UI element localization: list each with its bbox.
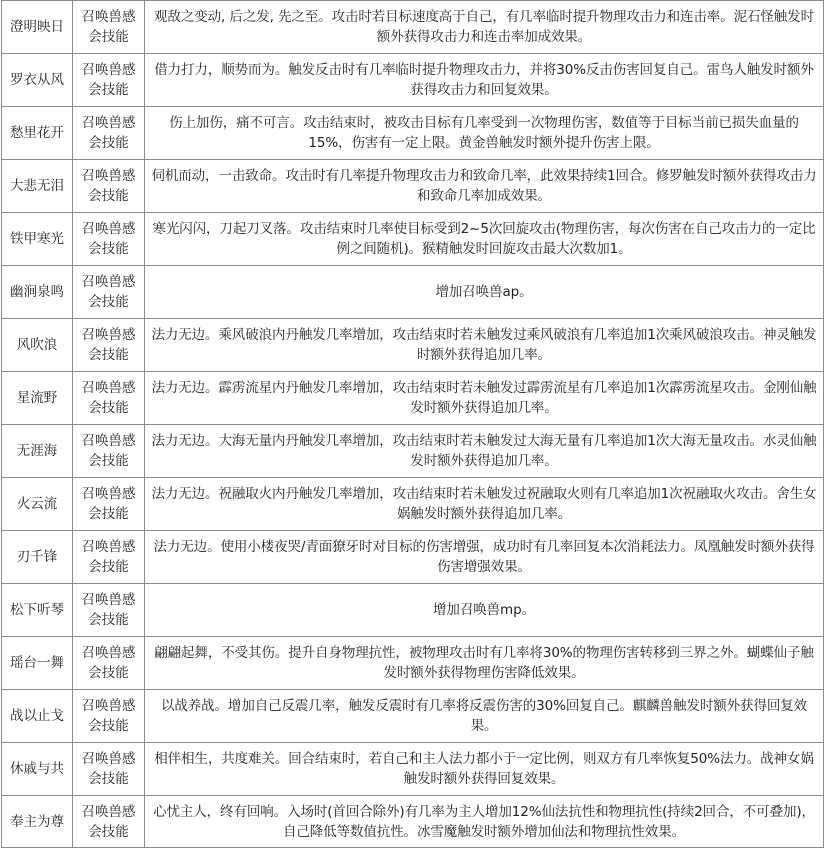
table-row <box>2 531 824 584</box>
skill-category: 召唤兽感会技能 <box>73 160 145 213</box>
table-row <box>2 425 824 478</box>
table-row <box>2 107 824 160</box>
skill-name: 休戚与共 <box>2 743 73 796</box>
skill-category: 召唤兽感会技能 <box>73 796 145 848</box>
skill-name: 愁里花开 <box>2 107 73 160</box>
skill-description: 伺机而动，一击致命。攻击时有几率提升物理攻击力和致命几率，此效果持续1回合。修罗触发时额外获得攻击力和致命几率加成效果。 <box>145 160 824 213</box>
skill-category: 召唤兽感会技能 <box>73 584 145 637</box>
skill-category: 召唤兽感会技能 <box>73 743 145 796</box>
table-row <box>2 478 824 531</box>
table-row <box>2 1 824 54</box>
skill-description: 增加召唤兽mp。 <box>145 584 824 637</box>
skill-category: 召唤兽感会技能 <box>73 54 145 107</box>
skill-category: 召唤兽感会技能 <box>73 107 145 160</box>
skill-description: 翩翩起舞，不受其伤。提升自身物理抗性，被物理攻击时有几率将30%的物理伤害转移到三界之外。蝴蝶仙子触发时额外获得物理伤害降低效果。 <box>145 637 824 690</box>
skill-description: 观敌之变动, 后之发, 先之至。攻击时若目标速度高于自己，有几率临时提升物理攻击力和连击率。泥石怪触发时额外获得攻击力和连击率加成效果。 <box>145 1 824 54</box>
skill-name: 风吹浪 <box>2 319 73 372</box>
skill-description: 借力打力，顺势而为。触发反击时有几率临时提升物理攻击力，并将30%反击伤害回复自己。雷鸟人触发时额外获得攻击力和回复效果。 <box>145 54 824 107</box>
skill-name: 澄明映日 <box>2 1 73 54</box>
skill-description: 法力无边。大海无量内丹触发几率增加，攻击结束时若未触发过大海无量有几率追加1次大海无量攻击。水灵仙触发时额外获得追加几率。 <box>145 425 824 478</box>
skill-category: 召唤兽感会技能 <box>73 213 145 266</box>
skill-description: 法力无边。使用小楼夜哭/青面獠牙时对目标的伤害增强，成功时有几率回复本次消耗法力。凤凰触发时额外获得伤害增强效果。 <box>145 531 824 584</box>
skill-name: 幽涧泉鸣 <box>2 266 73 319</box>
skill-name: 战以止戈 <box>2 690 73 743</box>
table-row <box>2 584 824 637</box>
table-row <box>2 796 824 848</box>
skill-name: 罗衣从风 <box>2 54 73 107</box>
skill-name: 松下听琴 <box>2 584 73 637</box>
skill-description: 心忧主人，终有回响。入场时(首回合除外)有几率为主人增加12%仙法抗性和物理抗性(持续2回合，不可叠加)，自己降低等数值抗性。冰雪魔触发时额外增加仙法和物理抗性效果。 <box>145 796 824 848</box>
skill-category: 召唤兽感会技能 <box>73 478 145 531</box>
table-row <box>2 213 824 266</box>
skill-category: 召唤兽感会技能 <box>73 637 145 690</box>
table-row <box>2 266 824 319</box>
skill-category: 召唤兽感会技能 <box>73 266 145 319</box>
skill-name: 瑶台一舞 <box>2 637 73 690</box>
skill-table <box>1 0 824 848</box>
table-row <box>2 372 824 425</box>
skill-name: 火云流 <box>2 478 73 531</box>
skill-description: 寒光闪闪，刀起刀叉落。攻击结束时几率使目标受到2~5次回旋攻击(物理伤害，每次伤害在自己攻击力的一定比例之间随机)。猴精触发时回旋攻击最大次数加1。 <box>145 213 824 266</box>
skill-category: 召唤兽感会技能 <box>73 372 145 425</box>
skill-description: 以战养战。增加自己反震几率，触发反震时有几率将反震伤害的30%回复自己。麒麟兽触发时额外获得回复效果。 <box>145 690 824 743</box>
skill-description: 法力无边。霹雳流星内丹触发几率增加，攻击结束时若未触发过霹雳流星有几率追加1次霹雳流星攻击。金刚仙触发时额外获得追加几率。 <box>145 372 824 425</box>
skill-description: 伤上加伤，痛不可言。攻击结束时，被攻击目标有几率受到一次物理伤害，数值等于目标当前已损失血量的15%，伤害有一定上限。黄金兽触发时额外提升伤害上限。 <box>145 107 824 160</box>
skill-category: 召唤兽感会技能 <box>73 1 145 54</box>
table-row <box>2 54 824 107</box>
skill-category: 召唤兽感会技能 <box>73 690 145 743</box>
skill-category: 召唤兽感会技能 <box>73 531 145 584</box>
skill-category: 召唤兽感会技能 <box>73 319 145 372</box>
skill-name: 大悲无泪 <box>2 160 73 213</box>
skill-table-body <box>2 1 824 848</box>
skill-name: 铁甲寒光 <box>2 213 73 266</box>
skill-description: 增加召唤兽ap。 <box>145 266 824 319</box>
skill-name: 奉主为尊 <box>2 796 73 848</box>
skill-category: 召唤兽感会技能 <box>73 425 145 478</box>
skill-description: 法力无边。祝融取火内丹触发几率增加，攻击结束时若未触发过祝融取火则有几率追加1次祝融取火攻击。舍生女娲触发时额外获得追加几率。 <box>145 478 824 531</box>
skill-name: 星流野 <box>2 372 73 425</box>
skill-description: 相伴相生，共度难关。回合结束时，若自己和主人法力都小于一定比例，则双方有几率恢复50%法力。战神女娲触发时额外获得回复效果。 <box>145 743 824 796</box>
table-row <box>2 160 824 213</box>
skill-description: 法力无边。乘风破浪内丹触发几率增加，攻击结束时若未触发过乘风破浪有几率追加1次乘风破浪攻击。神灵触发时额外获得追加几率。 <box>145 319 824 372</box>
table-row <box>2 319 824 372</box>
skill-name: 刃千锋 <box>2 531 73 584</box>
table-row <box>2 690 824 743</box>
table-row <box>2 743 824 796</box>
skill-name: 无涯海 <box>2 425 73 478</box>
table-row <box>2 637 824 690</box>
